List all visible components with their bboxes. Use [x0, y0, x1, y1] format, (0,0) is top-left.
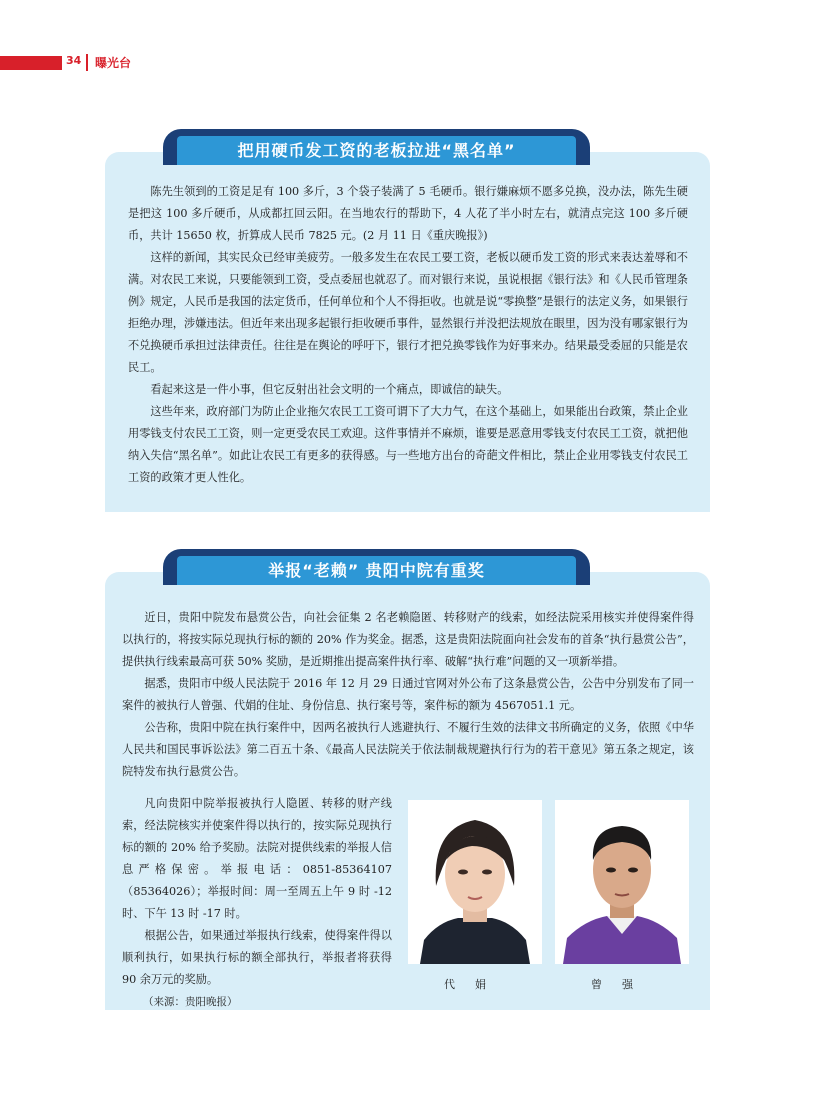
article-1-paragraph: 这样的新闻，其实民众已经审美疲劳。一般多发生在农民工要工资，老板以硬币发工资的形式来表达羞辱和不满。对农民工来说，只要能领到工资，受点委屈也就忍了。而对银行来说，虽说根据《银行法》和《人民币管理条例》规定，人民币是我国的法定货币，任何单位和个人不得拒收。也就是说“零换整”是银行的法定义务，如果银行拒绝办理，涉嫌违法。但近年来出现多起银行拒收硬币事件，显然银行并没把法规放在眼里，因为没有哪家银行为不兑换硬币承担过法律责任。往往是在舆论的呼吁下，银行才把兑换零钱作为好事来办。结果最受委屈的只能是农民工。 — [128, 251, 688, 374]
article-2-paragraph: 根据公告，如果通过举报执行线索，使得案件得以顺利执行，如果执行标的额全部执行，举报者将获得 90 余万元的奖励。 — [122, 929, 392, 986]
article-1-body — [128, 181, 688, 489]
article-source: （来源：贵阳晚报） — [143, 996, 238, 1008]
photo-caption: 代娟 — [444, 978, 506, 991]
section-title: 曝光台 — [95, 56, 132, 70]
article-2-paragraph: 近日，贵阳中院发布悬赏公告，向社会征集 2 名老赖隐匿、转移财产的线索，如经法院采用核实并使得案件得以执行的，将按实际兑现执行标的额的 20% 作为奖金。据悉，这是贵阳法院面向社会发布的首条“执行悬赏公告”，提供执行线索最高可获 50% 奖励，是近期推出提高案件执行率、破解“执行难”问题的又一项新举措。 — [122, 611, 694, 668]
article-2-paragraph: 凡向贵阳中院举报被执行人隐匿、转移的财产线索，经法院核实并使案件得以执行的，按实际兑现执行标的额的 20% 给予奖励。法院对提供线索的举报人信息严格保密。举报电话：0851-85364107（85364026）；举报时间：周一至周五上午 9 时 -12 时、下午 13 时 -17 时。 — [122, 797, 392, 920]
article-1-paragraph: 陈先生领到的工资足足有 100 多斤，3 个袋子装满了 5 毛硬币。银行嫌麻烦不愿多兑换，没办法，陈先生硬是把这 100 多斤硬币，从成都扛回云阳。在当地农行的帮助下，4 人花了半小时左右，就清点完这 100 多斤硬币，共计 15650 枚，折算成人民币 7825 元。(2 月 11 日《重庆晚报》) — [128, 185, 688, 242]
article-1-title-tab — [163, 129, 590, 165]
photo-caption: 曾强 — [591, 978, 653, 991]
article-2-side-body — [122, 793, 392, 1013]
article-1-paragraph: 看起来这是一件小事，但它反射出社会文明的一个痛点，即诚信的缺失。 — [150, 383, 509, 396]
photo-dai-juan — [408, 800, 542, 964]
article-2-title: 举报“老赖” 贵阳中院有重奖 — [177, 556, 576, 585]
article-2-paragraph: 据悉，贵阳市中级人民法院于 2016 年 12 月 29 日通过官网对外公布了这条悬赏公告，公告中分别发布了同一案件的被执行人曾强、代娟的住址、身份信息、执行案号等，案件标的额为 4567051.1 元。 — [122, 677, 694, 712]
article-2-body — [122, 607, 694, 783]
article-1-paragraph: 这些年来，政府部门为防止企业拖欠农民工工资可谓下了大力气，在这个基础上，如果能出台政策，禁止企业用零钱支付农民工工资，则一定更受农民工欢迎。这件事情并不麻烦，谁要是恶意用零钱支付农民工工资，就把他纳入失信“黑名单”。如此让农民工有更多的获得感。与一些地方出台的奇葩文件相比，禁止企业用零钱支付农民工工资的政策才更人性化。 — [128, 405, 688, 484]
header-red-bar — [0, 56, 62, 70]
article-2-title-tab — [163, 549, 590, 585]
portrait-man-image — [555, 800, 689, 964]
portrait-woman-image — [408, 800, 542, 964]
photo-zeng-qiang — [555, 800, 689, 964]
page-header — [0, 52, 816, 76]
header-divider — [86, 54, 88, 71]
article-2-paragraph: 公告称，贵阳中院在执行案件中，因两名被执行人逃避执行、不履行生效的法律文书所确定的义务，依照《中华人民共和国民事诉讼法》第二百五十条、《最高人民法院关于依法制裁规避执行行为的若干意见》第五条之规定，该院特发布执行悬赏公告。 — [122, 721, 694, 778]
article-1-title: 把用硬币发工资的老板拉进“黑名单” — [177, 136, 576, 165]
page-number: 34 — [66, 54, 82, 67]
